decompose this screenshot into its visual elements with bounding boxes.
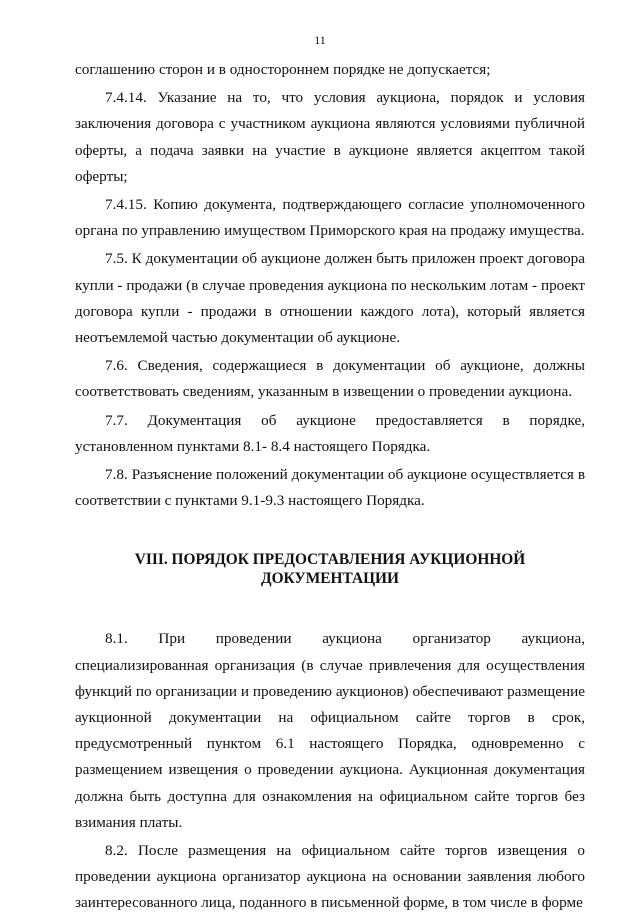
section-heading-line1: VIII. ПОРЯДОК ПРЕДОСТАВЛЕНИЯ АУКЦИОННОЙ [134, 551, 526, 569]
paragraph-8-1: 8.1. При проведении аукциона организатор аукциона, специализированная организация (в случае привлечения для осуществления функций по организации и проведению аукционов) обеспечивают размещение аукционной документации на официальном сайте торгов в срок, предусмотренный пунктом 6.1 настоящего Порядка, одновременно с размещением извещения о проведении аукциона. Аукционная документация должна быть доступна для ознакомления на официальном сайте торгов без взимания платы. [75, 630, 585, 831]
paragraph-7-6: 7.6. Сведения, содержащиеся в документации об аукционе, должны соответствовать сведениям, указанным в извещении о проведении аукциона. [75, 357, 585, 401]
paragraph-7-4-14: 7.4.14. Указание на то, что условия аукциона, порядок и условия заключения договора с участником аукциона являются условиями публичной оферты, а подача заявки на участие в аукционе является акцептом такой оферты; [75, 89, 585, 185]
page-number: 11 [314, 33, 326, 47]
section-heading-line2: ДОКУМЕНТАЦИИ [261, 570, 399, 588]
paragraph-8-2: 8.2. После размещения на официальном сайте торгов извещения о проведении аукциона организатор аукциона на основании заявления любого заинтересованного лица, поданного в письменной форме, в том числе в форме [75, 842, 585, 912]
section-heading [75, 550, 585, 588]
document-body [75, 57, 585, 919]
paragraph-continuation: соглашению сторон и в одностороннем порядке не допускается; [75, 61, 491, 78]
paragraph-7-8: 7.8. Разъяснение положений документации об аукционе осуществляется в соответствии с пунктами 9.1-9.3 настоящего Порядка. [75, 466, 585, 510]
paragraph-7-7: 7.7. Документация об аукционе предоставляется в порядке, установленном пунктами 8.1- 8.4 настоящего Порядка. [75, 411, 585, 455]
paragraph-7-5: 7.5. К документации об аукционе должен быть приложен проект договора купли - продажи (в случае проведения аукциона по нескольким лотам - проект договора купли - продажи в отношении каждого лота), который является неотъемлемой частью документации об аукционе. [75, 250, 585, 347]
paragraph-7-4-15: 7.4.15. Копию документа, подтверждающего согласие уполномоченного органа по управлению имуществом Приморского края на продажу имущества. [75, 196, 585, 240]
